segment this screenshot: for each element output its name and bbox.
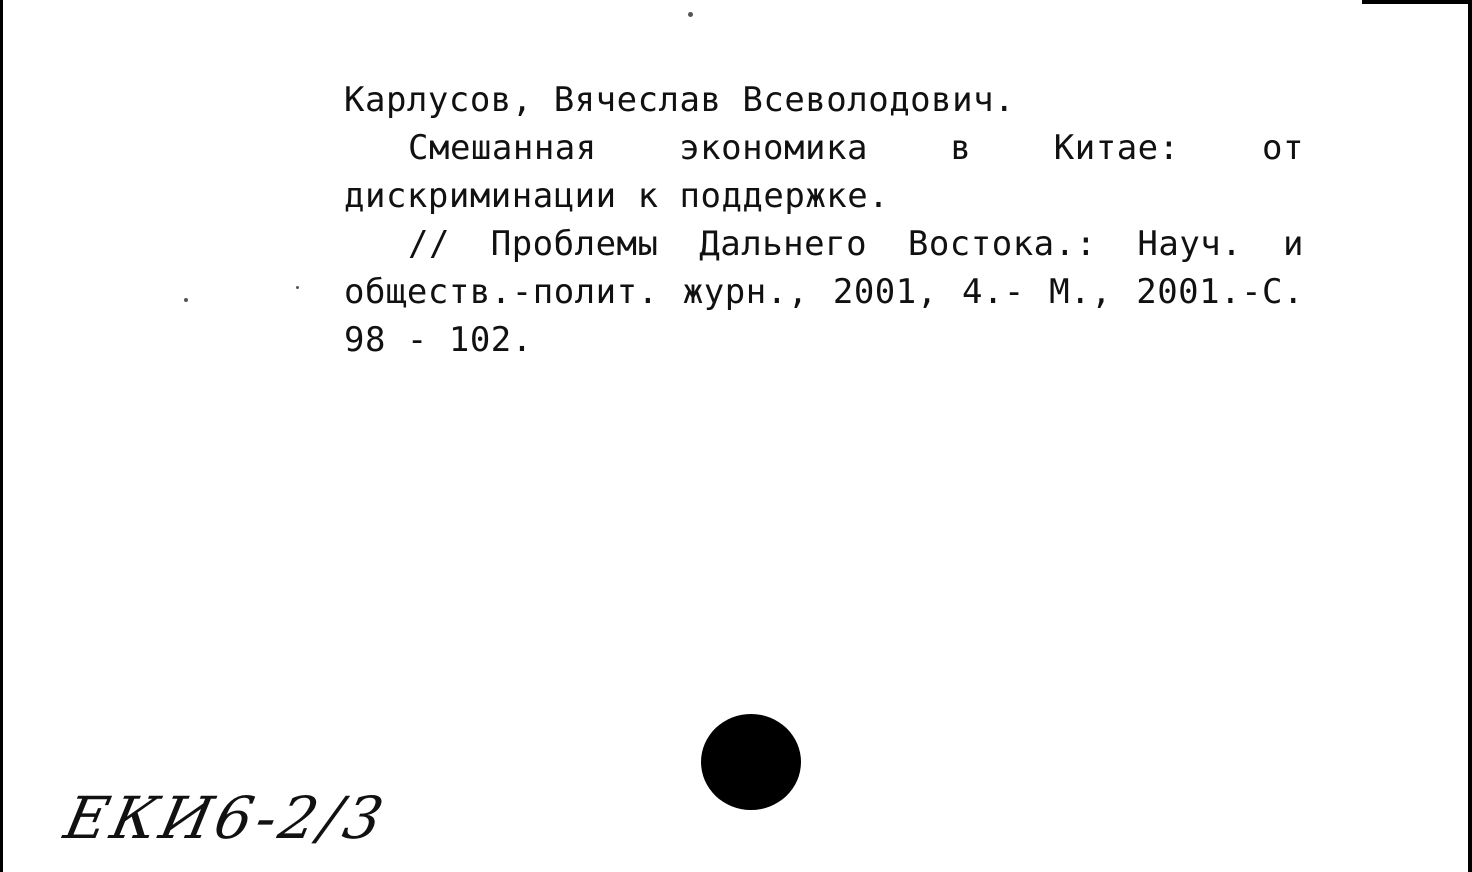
speck bbox=[184, 298, 188, 302]
title-line-2: дискриминации к поддержке. bbox=[344, 176, 890, 216]
speck bbox=[688, 12, 693, 17]
source-line-3: 98 - 102. bbox=[344, 320, 533, 360]
title-line-1: Смешанная экономика в Китае: от bbox=[408, 128, 1304, 168]
bibliographic-entry bbox=[344, 76, 1304, 364]
card-right-edge bbox=[1468, 0, 1472, 872]
punch-hole bbox=[701, 714, 801, 810]
author-heading: Карлусов, Вячеслав Всеволодович. bbox=[344, 80, 1016, 120]
card-top-edge bbox=[1362, 0, 1472, 4]
card-left-edge bbox=[0, 0, 3, 872]
speck bbox=[296, 286, 299, 289]
source-line-1: // Проблемы Дальнего Востока.: Науч. и bbox=[408, 224, 1304, 264]
source-line-2: обществ.-полит. журн., 2001, 4.- М., 2001.-С. bbox=[344, 272, 1304, 312]
handwritten-shelf-mark: ЕКИ6-2/3 bbox=[58, 784, 393, 852]
